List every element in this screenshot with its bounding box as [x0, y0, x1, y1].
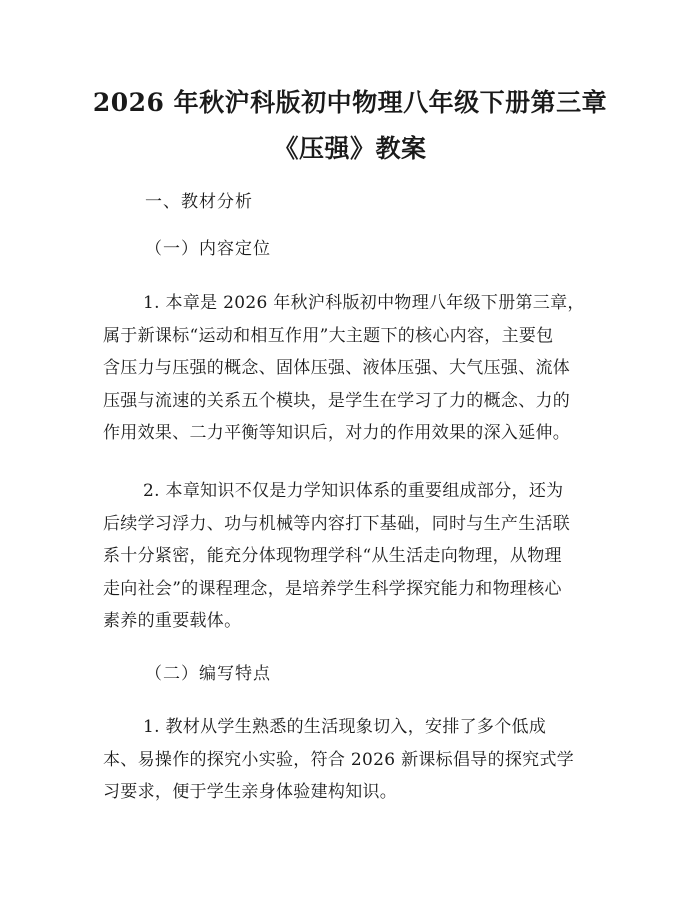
paragraph-line: 压强与流速的关系五个模块，是学生在学习了力的概念、力的: [103, 390, 571, 411]
paragraph-line: 2. 本章知识不仅是力学知识体系的重要组成部分，还为: [143, 481, 564, 501]
paragraph-line: 素养的重要载体。: [103, 611, 242, 631]
paragraph-line: 后续学习浮力、功与机械等内容打下基础，同时与生产生活联: [103, 513, 571, 534]
paragraph-line: 系十分紧密，能充分体现物理学科“从生活走向物理，从物理: [103, 546, 562, 566]
document-title-line-2: 《压强》教案: [273, 134, 427, 163]
subsection-heading-writing-features: （二）编写特点: [145, 664, 271, 684]
paragraph-line: 1. 本章是 2026 年秋沪科版初中物理八年级下册第三章，: [143, 293, 585, 313]
paragraph-line: 1. 教材从学生熟悉的生活现象切入，安排了多个低成: [143, 717, 547, 737]
paragraph-line: 含压力与压强的概念、固体压强、液体压强、大气压强、流体: [103, 358, 571, 378]
document-title-line-1: 2026 年秋沪科版初中物理八年级下册第三章: [92, 88, 608, 117]
section-heading-materials-analysis: 一、教材分析: [145, 192, 253, 212]
paragraph-line: 本、易操作的探究小实验，符合 2026 新课标倡导的探究式学: [103, 749, 575, 770]
paragraph-1: [103, 287, 603, 450]
paragraph-line: 走向社会”的课程理念，是培养学生科学探究能力和物理核心: [103, 578, 562, 599]
paragraph-2: [103, 475, 603, 638]
paragraph-line: 习要求，便于学生亲身体验建构知识。: [103, 782, 398, 802]
paragraph-3: [103, 711, 603, 809]
paragraph-line: 作用效果、二力平衡等知识后，对力的作用效果的深入延伸。: [103, 423, 571, 443]
subsection-heading-content-positioning: （一）内容定位: [145, 239, 271, 259]
paragraph-line: 属于新课标“运动和相互作用”大主题下的核心内容，主要包: [103, 325, 554, 346]
